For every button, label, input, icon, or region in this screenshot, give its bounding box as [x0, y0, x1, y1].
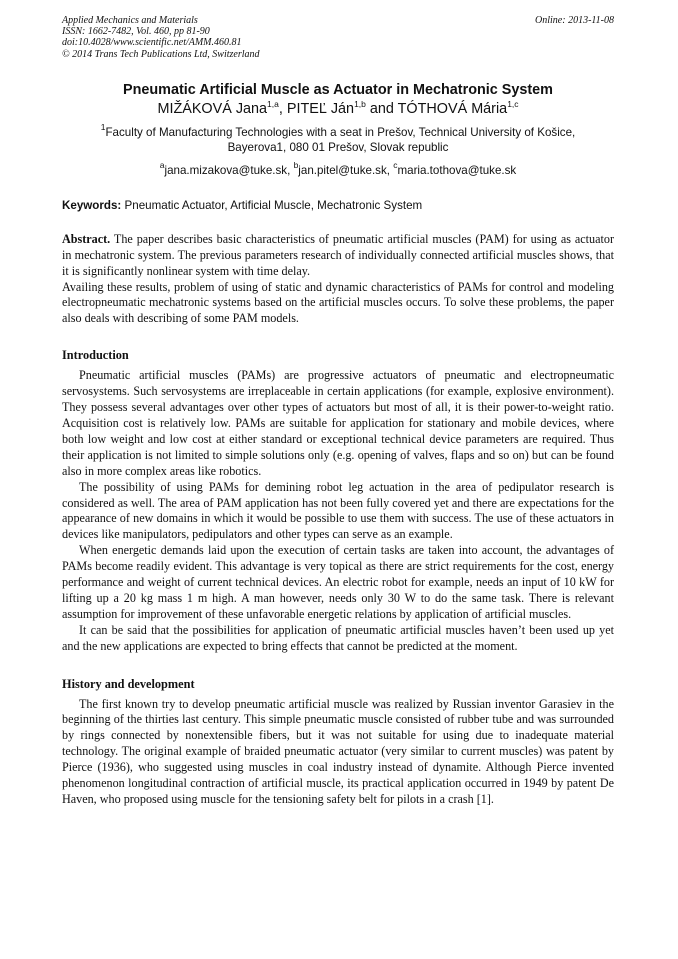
affiliation-line-2: Bayerova1, 080 01 Prešov, Slovak republic — [227, 140, 449, 154]
author-affiliation-mark: 1,b — [354, 98, 366, 109]
abstract-paragraph-1 — [62, 232, 614, 280]
section-heading-introduction: Introduction — [62, 348, 129, 363]
paper-title: Pneumatic Artificial Muscle as Actuator in Mechatronic System — [123, 81, 553, 98]
keywords — [62, 198, 614, 213]
keywords-label: Keywords: — [62, 198, 122, 212]
abstract-text-1: The paper describes basic characteristics of pneumatic artificial muscles (PAM) for using as actuator in mechatronic system. The previous parameters research of individually connected artificial muscles shows, that it is significantly nonlinear system with time delay. — [62, 231, 614, 278]
publication-info — [62, 15, 260, 60]
email-separator: , — [287, 163, 294, 177]
section-heading-history: History and development — [62, 676, 195, 691]
email-mark: a — [159, 159, 165, 170]
affiliation-mark: 1 — [100, 121, 106, 132]
abstract-paragraph-2: Availing these results, problem of using of static and dynamic characteristics of PAMs for control and modeling electropneumatic mechatronic systems based on the artificial muscles occurs. To solve these problems, the paper also deals with describing of some PAM models. — [62, 279, 614, 326]
email-list — [62, 159, 614, 178]
intro-paragraph: The possibility of using PAMs for demining robot leg actuation in the area of pedipulator research is considered as well. The area of PAM application has not been fully covered yet and there are expectations for the appearance of new domains in which it would be possible to use them with success. The use of these actuators in devices like manipulators, pedipulators and other types can serve as an example. — [62, 479, 614, 542]
author-name: MIŽÁKOVÁ Jana — [157, 100, 268, 117]
issn-line: ISSN: 1662-7482, Vol. 460, pp 81-90 — [62, 26, 210, 38]
online-date: Online: 2013-11-08 — [535, 15, 614, 26]
intro-paragraph: Pneumatic artificial muscles (PAMs) are progressive actuators of pneumatic and electropneumatic servosystems. Such servosystems are irreplaceable in certain applications (for example, explosive environment). They possess several advantages over other types of actuators but most of all, it is their power-to-weight ratio. Acquisition cost is relatively low. PAMs are suitable for application for stationary and mobile devices, where both low weight and low cost at either standard or exceptional technical device parameters are required. Thus their application is not limited to simple solutions only (e.g. opening of valves, flaps and so on) but can be found also in more complex areas like robotics. — [62, 368, 614, 478]
affiliation — [62, 121, 614, 155]
running-header — [62, 15, 614, 60]
email-address[interactable]: maria.tothova@tuke.sk — [397, 163, 517, 177]
keywords-text: Pneumatic Actuator, Artificial Muscle, Mechatronic System — [124, 198, 423, 212]
email-mark: b — [293, 159, 299, 170]
abstract-label: Abstract. — [62, 231, 111, 246]
copyright-line: © 2014 Trans Tech Publications Ltd, Switzerland — [62, 48, 260, 60]
doi-line: doi:10.4028/www.scientific.net/AMM.460.81 — [62, 37, 242, 49]
author-list — [62, 100, 614, 118]
author-separator: and — [365, 100, 398, 117]
email-separator: , — [386, 163, 394, 177]
author-name: TÓTHOVÁ Mária — [397, 100, 508, 117]
journal-name: Applied Mechanics and Materials — [62, 15, 198, 26]
history-paragraph: The first known try to develop pneumatic artificial muscle was realized by Russian inventor Garasiev in the beginning of the thirties last century. This simple pneumatic muscle consisted of rubber tube and was surrounded by rings connected by nonextensible fibers, but it was not suitable for using due to inadequate material technology. The original example of braided pneumatic actuator (very similar to current muscles) was patent by Pierce (1936), who suggested using muscles in coal industry instead of dynamite. Although Pierce invented phenomenon longitudinal contraction of artificial muscle, its practical application occurred in 1949 by patent De Haven, who proposed using muscle for the tensioning safety belt for pilots in a crash [1]. — [62, 696, 614, 806]
author-affiliation-mark: 1,a — [267, 98, 279, 109]
paper-page — [62, 15, 614, 808]
intro-paragraph: It can be said that the possibilities for application of pneumatic artificial muscles haven’t been used up yet and the new applications are expected to bring effects that cannot be predicted at the moment. — [62, 622, 614, 653]
email-address[interactable]: jana.mizakova@tuke.sk — [164, 163, 288, 177]
author-affiliation-mark: 1,c — [507, 98, 519, 109]
affiliation-text: Faculty of Manufacturing Technologies with a seat in Prešov, Technical University of Košice, — [105, 125, 576, 139]
author-name: PITEĽ Ján — [286, 100, 355, 117]
author-separator: , — [278, 100, 287, 117]
affiliation-line-1 — [62, 121, 614, 140]
email-mark: c — [393, 159, 398, 170]
email-address[interactable]: jan.pitel@tuke.sk — [298, 163, 387, 177]
intro-paragraph: When energetic demands laid upon the execution of certain tasks are taken into account, the advantages of PAMs become readily evident. This advantage is very topical as there are strict requirements for the cost, energy performance and weight of current technical devices. An electric robot for example, needs an input of 10 kW for lifting up a 20 kg mass 1 m high. A man however, needs only 30 W to do the same task. There is relevant assumption for improvement of these unfavorable energetic relations by application of artificial muscles. — [62, 543, 614, 621]
